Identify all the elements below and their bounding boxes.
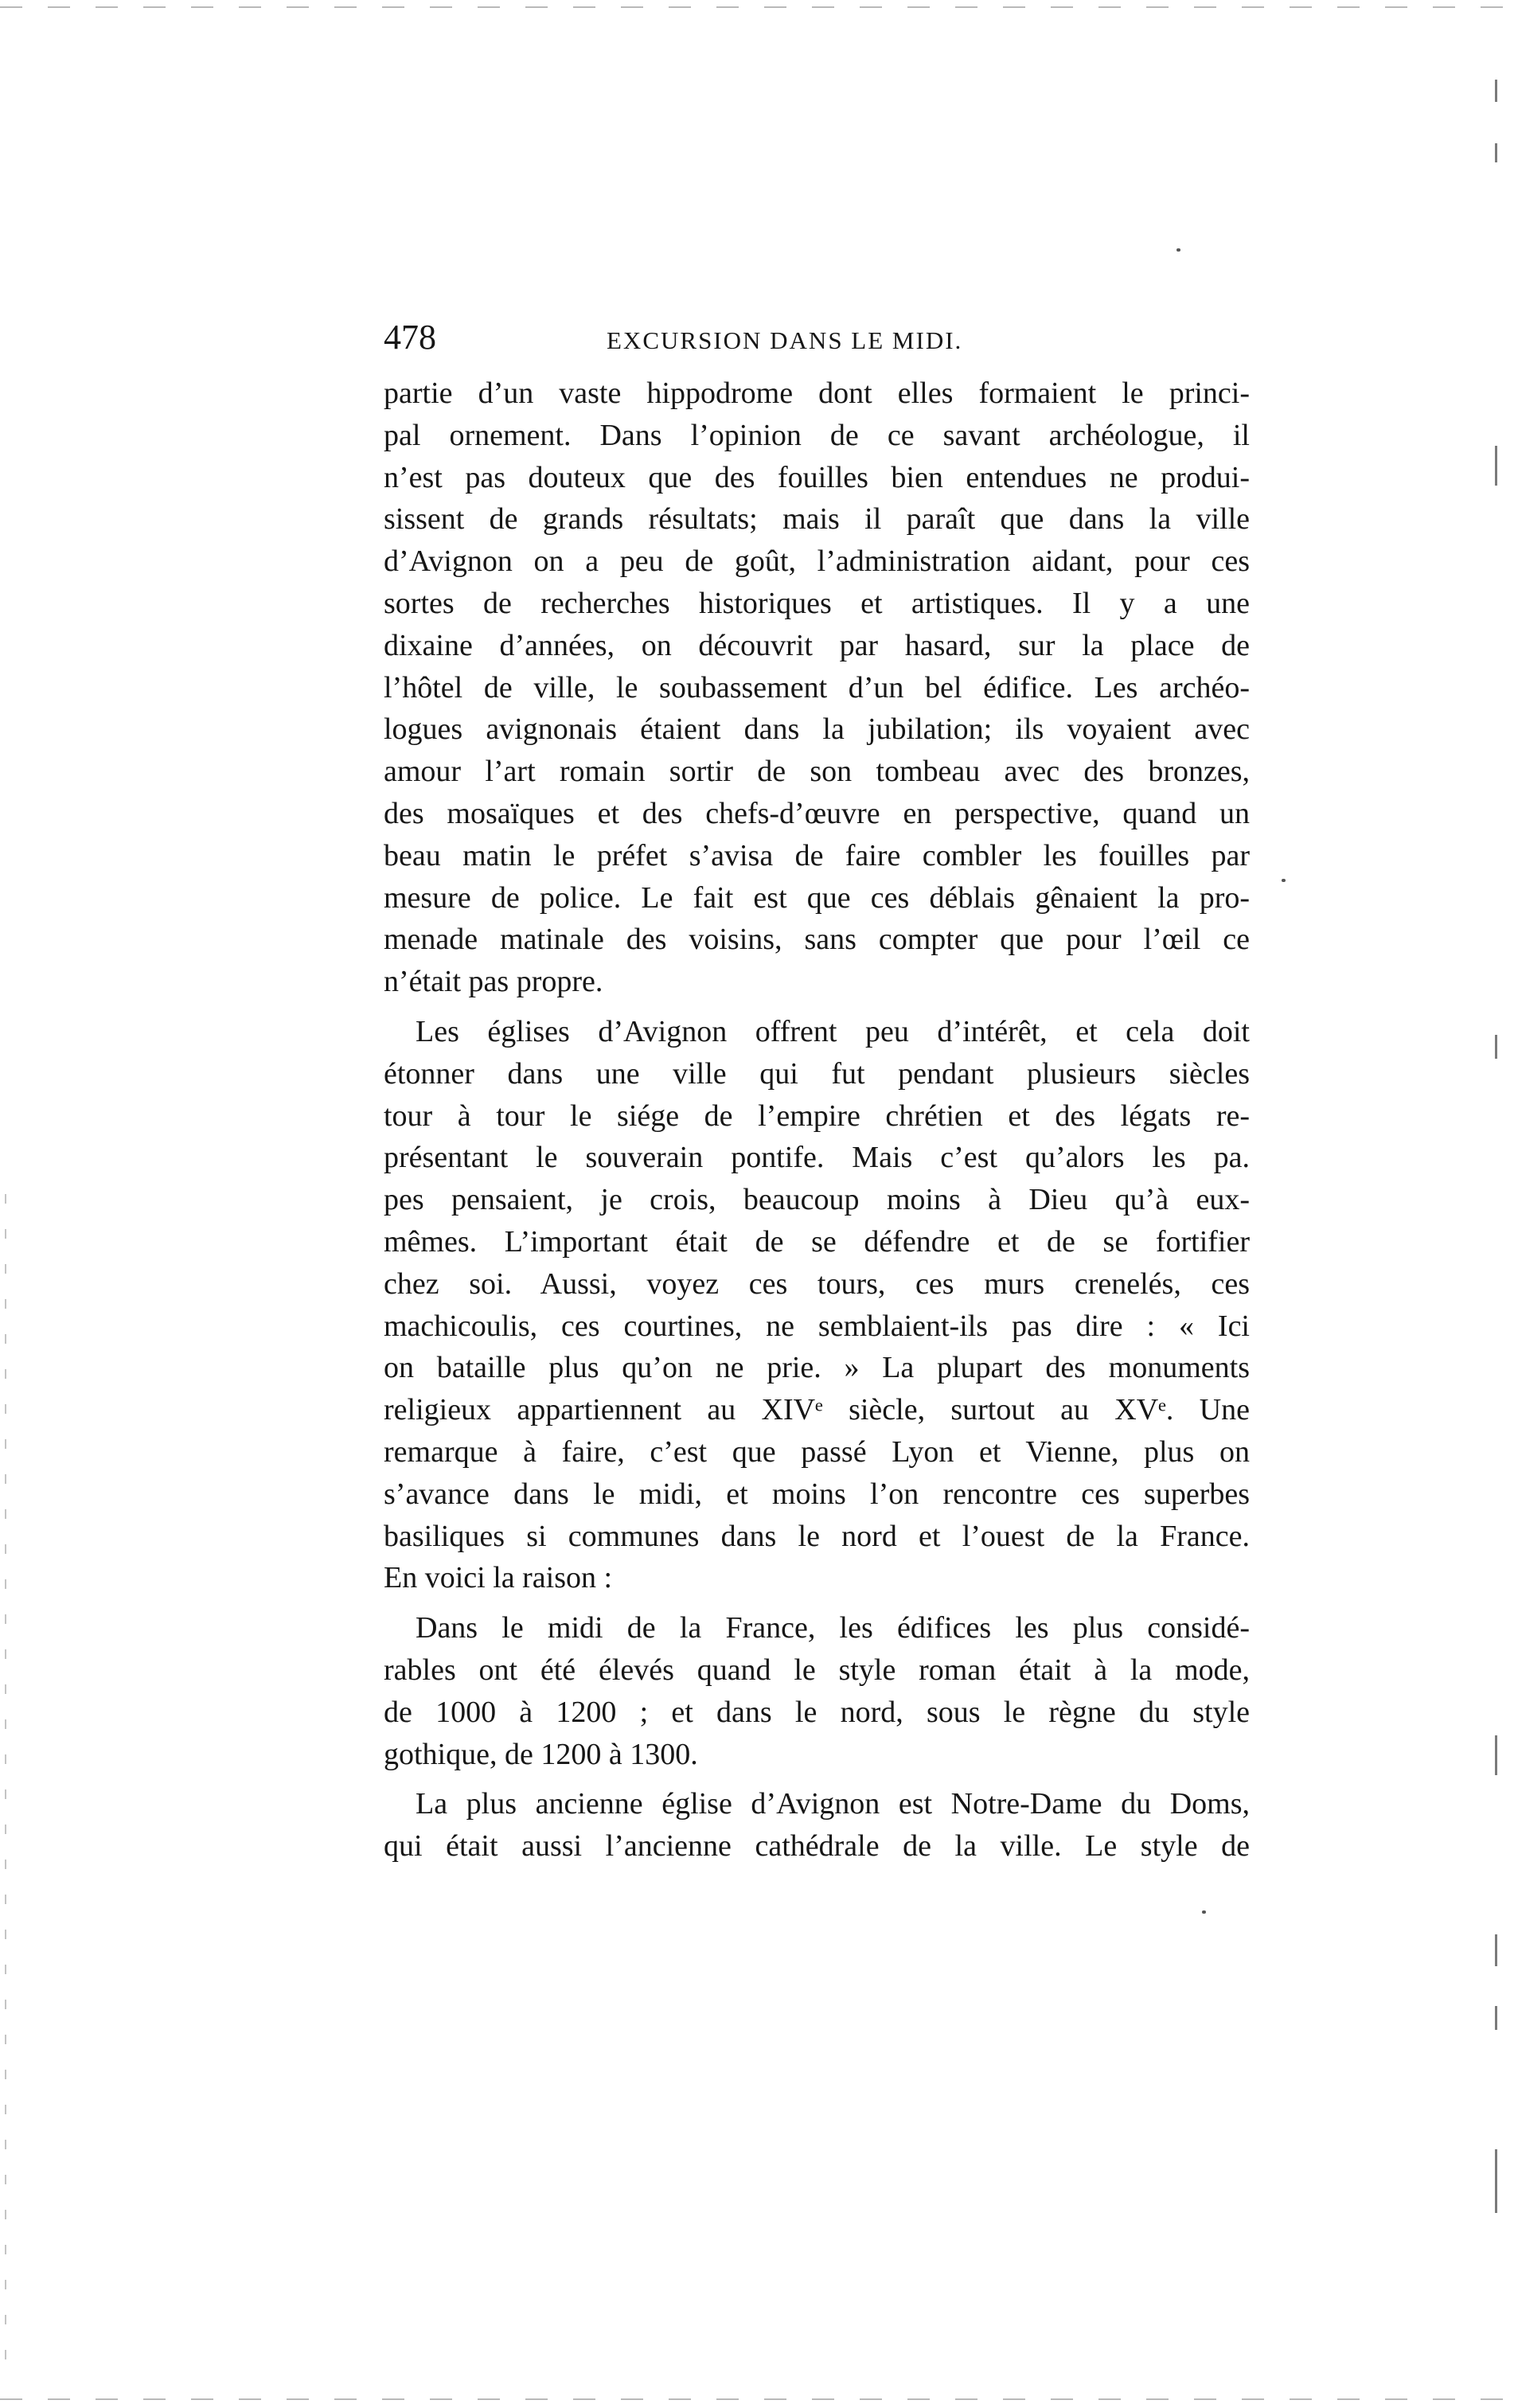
text-line: n’est pas douteux que des fouilles bien entendues ne produi- xyxy=(384,460,1250,494)
paragraph xyxy=(384,1783,1250,1867)
text-line: des mosaïques et des chefs-d’œuvre en perspective, quand un xyxy=(384,796,1250,830)
scan-edge-left xyxy=(5,1194,6,2372)
text-line: l’hôtel de ville, le soubassement d’un bel édifice. Les archéo- xyxy=(384,670,1250,704)
running-title: EXCURSION DANS LE MIDI. xyxy=(607,326,963,354)
margin-mark xyxy=(1495,2149,1497,2213)
text-line: religieux appartiennent au XIVᵉ siècle, surtout au XVᵉ. Une xyxy=(384,1393,1250,1427)
text-line: logues avignonais étaient dans la jubilation; ils voyaient avec xyxy=(384,712,1250,747)
margin-mark xyxy=(1495,143,1497,162)
margin-mark xyxy=(1495,80,1497,102)
text-line: gothique, de 1200 à 1300. xyxy=(384,1737,698,1771)
margin-mark xyxy=(1495,446,1497,486)
text-line: on bataille plus qu’on ne prie. » La plupart des monuments xyxy=(384,1351,1250,1385)
text-line: machicoulis, ces courtines, ne semblaient-ils pas dire : « Ici xyxy=(384,1309,1250,1343)
text-line: pal ornement. Dans l’opinion de ce savant archéologue, il xyxy=(384,418,1250,452)
ink-speck xyxy=(1202,1910,1206,1914)
text-line: tour à tour le siége de l’empire chrétien et des légats re- xyxy=(384,1099,1250,1133)
paragraph xyxy=(384,1011,1250,1599)
text-line: menade matinale des voisins, sans compter que pour l’œil ce xyxy=(384,923,1250,957)
text-line: sortes de recherches historiques et artistiques. Il y a une xyxy=(384,586,1250,620)
text-line: amour l’art romain sortir de son tombeau avec des bronzes, xyxy=(384,755,1250,789)
paragraph xyxy=(384,1607,1250,1775)
text-line: Les églises d’Avignon offrent peu d’intérêt, et cela doit xyxy=(416,1014,1250,1048)
text-line: En voici la raison : xyxy=(384,1561,613,1595)
text-line: chez soi. Aussi, voyez ces tours, ces murs crenelés, ces xyxy=(384,1266,1250,1301)
text-line: rables ont été élevés quand le style roman était à la mode, xyxy=(384,1653,1250,1687)
margin-mark xyxy=(1495,1934,1497,1966)
paragraph xyxy=(384,373,1250,1003)
ink-speck xyxy=(1176,248,1180,252)
text-line: mêmes. L’important était de se défendre et de se fortifier xyxy=(384,1224,1250,1259)
margin-mark xyxy=(1495,1735,1497,1775)
text-line: sissent de grands résultats; mais il paraît que dans la ville xyxy=(384,502,1250,537)
text-line: beau matin le préfet s’avisa de faire combler les fouilles par xyxy=(384,838,1250,872)
text-line: d’Avignon on a peu de goût, l’administration aidant, pour ces xyxy=(384,544,1250,579)
text-line: présentant le souverain pontife. Mais c’est qu’alors les pa. xyxy=(384,1141,1250,1175)
page-number: 478 xyxy=(384,318,436,357)
text-line: mesure de police. Le fait est que ces déblais gênaient la pro- xyxy=(384,880,1250,915)
text-line: pes pensaient, je crois, beaucoup moins à Dieu qu’à eux- xyxy=(384,1183,1250,1217)
text-line: basiliques si communes dans le nord et l’ouest de la France. xyxy=(384,1519,1250,1553)
margin-mark xyxy=(1495,2006,1497,2030)
body-text xyxy=(384,373,1250,1867)
text-line: étonner dans une ville qui fut pendant plusieurs siècles xyxy=(384,1056,1250,1091)
scan-edge-top xyxy=(0,6,1514,8)
text-line: de 1000 à 1200 ; et dans le nord, sous le règne du style xyxy=(384,1695,1250,1729)
text-line: s’avance dans le midi, et moins l’on rencontre ces superbes xyxy=(384,1477,1250,1511)
text-line: n’était pas propre. xyxy=(384,965,603,999)
margin-mark xyxy=(1495,1035,1497,1059)
text-line: qui était aussi l’ancienne cathédrale de la ville. Le style de xyxy=(384,1829,1250,1864)
running-header xyxy=(384,317,1251,365)
text-line: remarque à faire, c’est que passé Lyon et Vienne, plus on xyxy=(384,1434,1250,1469)
text-line: dixaine d’années, on découvrit par hasard, sur la place de xyxy=(384,628,1250,662)
text-line: partie d’un vaste hippodrome dont elles formaient le princi- xyxy=(384,377,1250,410)
text-line: La plus ancienne église d’Avignon est Notre-Dame du Doms, xyxy=(416,1787,1250,1821)
text-line: Dans le midi de la France, les édifices les plus considé- xyxy=(416,1611,1250,1645)
ink-speck xyxy=(1282,879,1286,882)
scan-edge-bottom xyxy=(0,2398,1514,2400)
